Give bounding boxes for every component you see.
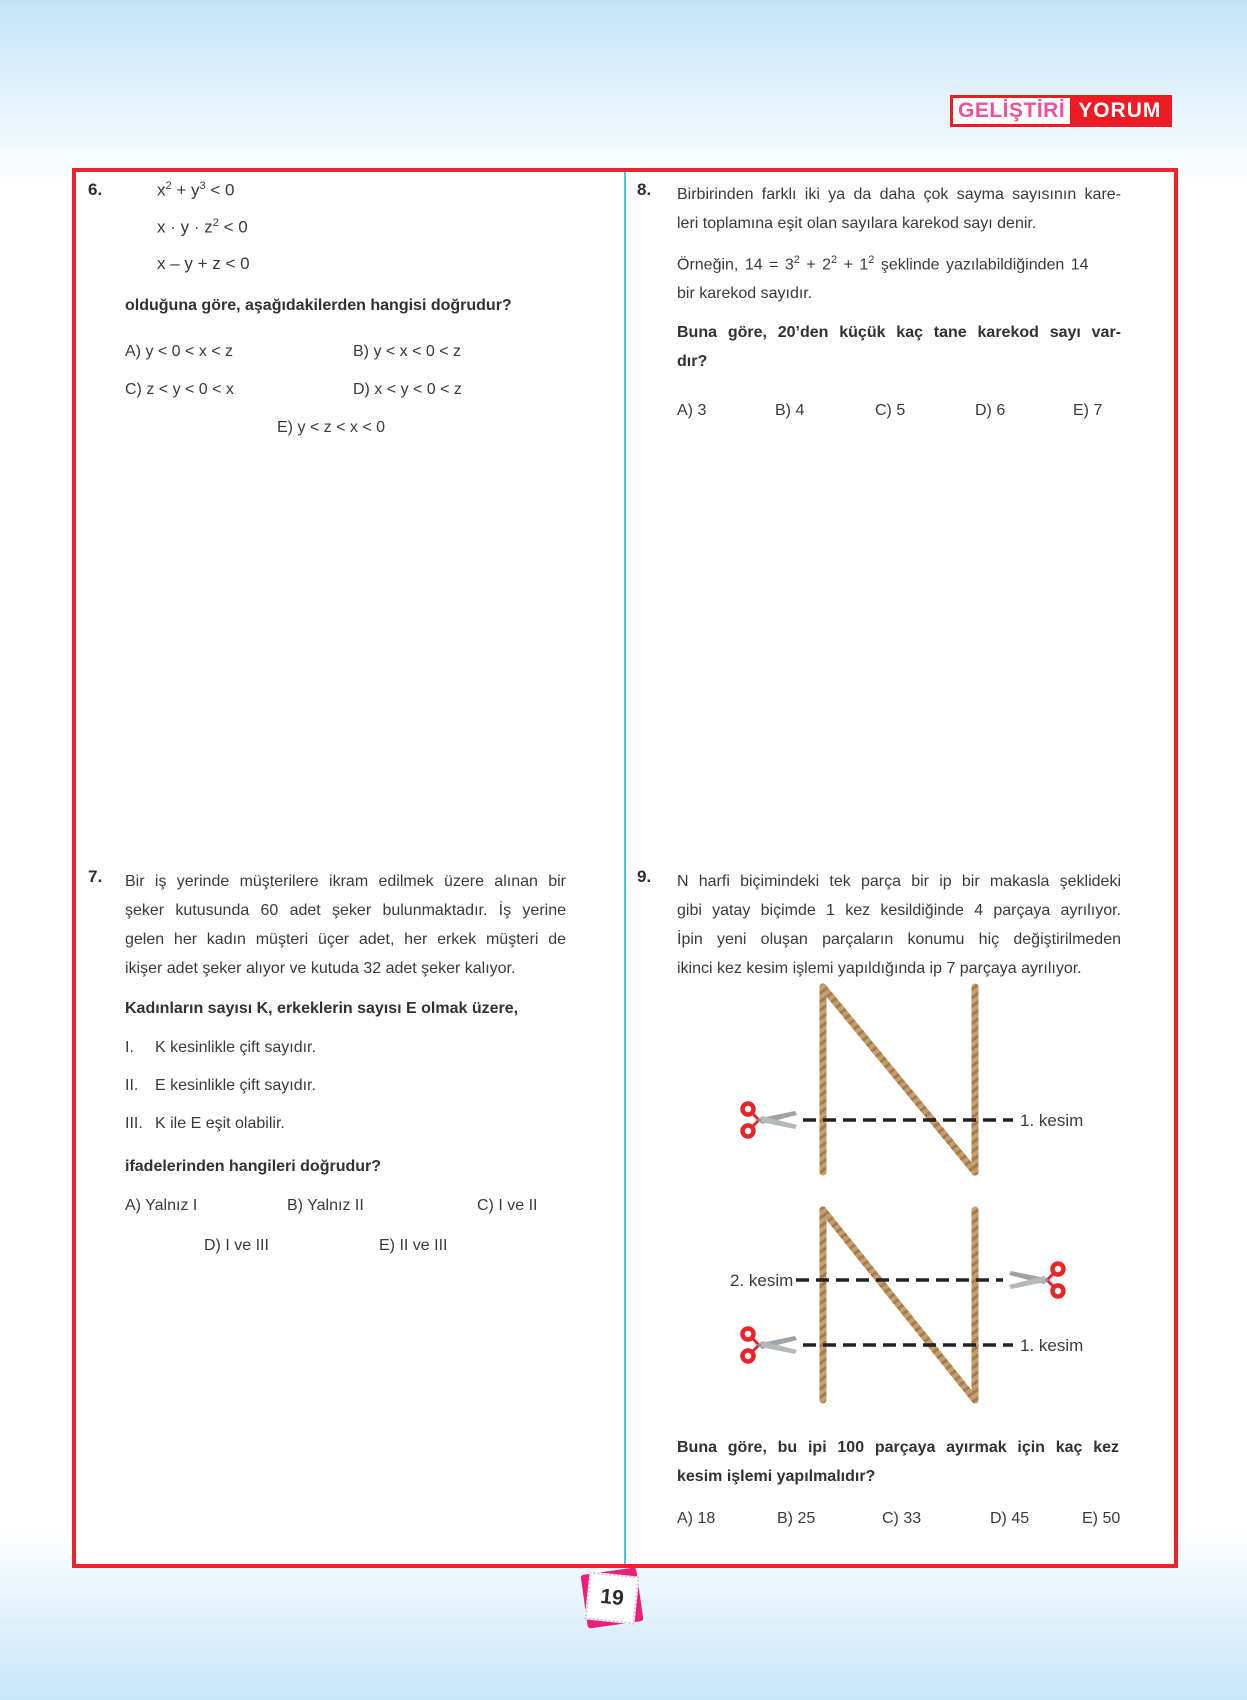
brand-badge-right: YORUM <box>1070 98 1169 124</box>
column-divider <box>624 172 626 1564</box>
scissors-icon <box>743 1104 798 1137</box>
q9-option-d: D) 45 <box>990 1510 1030 1527</box>
q7-statement-2-numeral: II. <box>125 1077 139 1094</box>
q8-option-e: E) 7 <box>1073 402 1103 420</box>
q7-paragraph <box>125 867 566 983</box>
page-number-badge <box>584 1571 640 1625</box>
q7-statement-3 <box>125 1109 566 1138</box>
q9-option-e: E) 50 <box>1082 1510 1121 1527</box>
brand-badge <box>950 95 1172 127</box>
q6-equation-3: x – y + z < 0 <box>157 254 250 273</box>
q7-statement-3-text: K ile E eşit olabilir. <box>155 1115 285 1132</box>
q8-paragraph-1 <box>677 180 1121 238</box>
q8-prompt-line: dır? <box>677 353 708 371</box>
q8-paragraph-2 <box>677 246 1121 308</box>
q7-options-row-1 <box>125 1197 566 1237</box>
question-8-number: 8. <box>637 180 652 199</box>
q8-paragraph-1-line: Birbirinden farklı iki ya da daha çok sayma sayısının kare- <box>677 186 1121 203</box>
q9-paragraph-line: gibi yatay biçimde 1 kez kesildiğinde 4 parçaya ayrılıyor. <box>677 902 1121 919</box>
q6-equation-2: $x \cdot y \cdot z^2 < 0$ <box>157 217 248 237</box>
q7-paragraph-line: şeker kutusunda 60 adet şeker bulunmaktadır. İş yerine <box>125 902 566 919</box>
q6-option-a: A) y < 0 < x < z <box>125 343 234 360</box>
q7-paragraph-line: ikişer adet şeker alıyor ve kutuda 32 adet şeker kalıyor. <box>125 960 516 977</box>
q9-prompt-block <box>677 1433 1119 1548</box>
q8-example-line: Örneğin, $14 = 3^2 + 2^2 + 1^2$ şeklinde yazılabildiğinden 14 <box>677 254 1089 274</box>
rope-n-shape <box>823 987 975 1172</box>
q6-option-e: E) y < z < x < 0 <box>277 419 386 436</box>
page-number: 19 <box>585 1572 640 1625</box>
q7-option-a: A) Yalnız I <box>125 1197 198 1214</box>
q9-prompt <box>677 1433 1119 1491</box>
cut-2-label: 2. kesim <box>730 1271 794 1290</box>
question-7-number: 7. <box>88 867 103 886</box>
cut-1-label: 1. kesim <box>1020 1111 1084 1130</box>
q8-options-row <box>677 402 1121 440</box>
q7-options-row-2 <box>125 1237 566 1275</box>
q8-option-a: A) 3 <box>677 402 707 420</box>
q6-option-b: B) y < x < 0 < z <box>353 343 462 360</box>
question-sheet <box>72 168 1178 1568</box>
rope-n-shape <box>823 1210 975 1400</box>
q8-paragraph-1-line: leri toplamına eşit olan sayılara karekod sayı denir. <box>677 215 1037 232</box>
q7-prompt: ifadelerinden hangileri doğrudur? <box>125 1158 382 1175</box>
q9-option-a: A) 18 <box>677 1510 716 1527</box>
q8-example-line-2: bir karekod sayıdır. <box>677 285 813 303</box>
q7-statement-2-text: E kesinlikle çift sayıdır. <box>155 1077 316 1094</box>
scissors-icon <box>743 1329 798 1362</box>
q6-options-row-2 <box>125 381 554 419</box>
q6-prompt: olduğuna göre, aşağıdakilerden hangisi doğrudur? <box>125 297 512 314</box>
q7-statement-list <box>125 1033 566 1138</box>
q7-paragraph-line: Bir iş yerinde müşterilere ikram edilmek üzere alınan bir <box>125 873 566 890</box>
q9-paragraph-line: İpin yeni oluşan parçaların konumu hiç değiştirilmeden <box>677 931 1121 948</box>
question-9-number: 9. <box>637 867 652 886</box>
question-9 <box>637 867 1121 983</box>
q7-option-b: B) Yalnız II <box>287 1197 364 1214</box>
q9-paragraph <box>677 867 1121 983</box>
question-6 <box>88 180 554 457</box>
q9-options-row <box>677 1510 1119 1548</box>
q6-options-row-1 <box>125 343 554 381</box>
question-6-number: 6. <box>88 180 103 199</box>
cut-1-label: 1. kesim <box>1020 1336 1084 1355</box>
q6-options-row-3 <box>125 419 554 457</box>
q8-prompt-line: Buna göre, 20’den küçük kaç tane karekod sayı var- <box>677 324 1121 342</box>
q7-statement-3-numeral: III. <box>125 1115 143 1132</box>
question-8 <box>637 180 1121 440</box>
q7-definition: Kadınların sayısı K, erkeklerin sayısı E olmak üzere, <box>125 1000 519 1017</box>
q9-option-c: C) 33 <box>882 1510 922 1527</box>
scissors-icon <box>1009 1264 1064 1297</box>
q8-option-c: C) 5 <box>875 402 906 420</box>
q8-option-d: D) 6 <box>975 402 1006 420</box>
q9-prompt-line: Buna göre, bu ipi 100 parçaya ayırmak için kaç kez <box>677 1439 1119 1456</box>
q9-prompt-line: kesim işlemi yapılmalıdır? <box>677 1468 876 1485</box>
q8-prompt <box>677 318 1121 376</box>
q9-diagram-second-cut <box>668 1203 1148 1417</box>
brand-badge-left: GELİŞTİRİ <box>953 98 1070 124</box>
q7-statement-1 <box>125 1033 566 1062</box>
q7-statement-1-numeral: I. <box>125 1039 134 1056</box>
q6-equation-1: $x^2 + y^3 < 0$ <box>157 180 235 200</box>
q7-option-c: C) I ve II <box>477 1197 538 1214</box>
q9-option-b: B) 25 <box>777 1510 816 1527</box>
q9-paragraph-line: ikinci kez kesim işlemi yapıldığında ip 7 parçaya ayrılıyor. <box>677 960 1082 977</box>
q7-statement-2 <box>125 1071 566 1100</box>
q9-diagram-first-cut <box>668 978 1148 1188</box>
q7-option-d: D) I ve III <box>204 1237 269 1254</box>
q6-option-d: D) x < y < 0 < z <box>353 381 462 398</box>
q7-option-e: E) II ve III <box>379 1237 448 1254</box>
question-7 <box>88 867 566 1275</box>
q6-option-c: C) z < y < 0 < x <box>125 381 234 398</box>
q9-paragraph-line: N harfi biçimindeki tek parça bir ip bir makasla şeklideki <box>677 873 1121 890</box>
q8-option-b: B) 4 <box>775 402 805 420</box>
q7-paragraph-line: gelen her kadın müşteri üçer adet, her erkek müşteri de <box>125 931 566 948</box>
q7-statement-1-text: K kesinlikle çift sayıdır. <box>155 1039 316 1056</box>
